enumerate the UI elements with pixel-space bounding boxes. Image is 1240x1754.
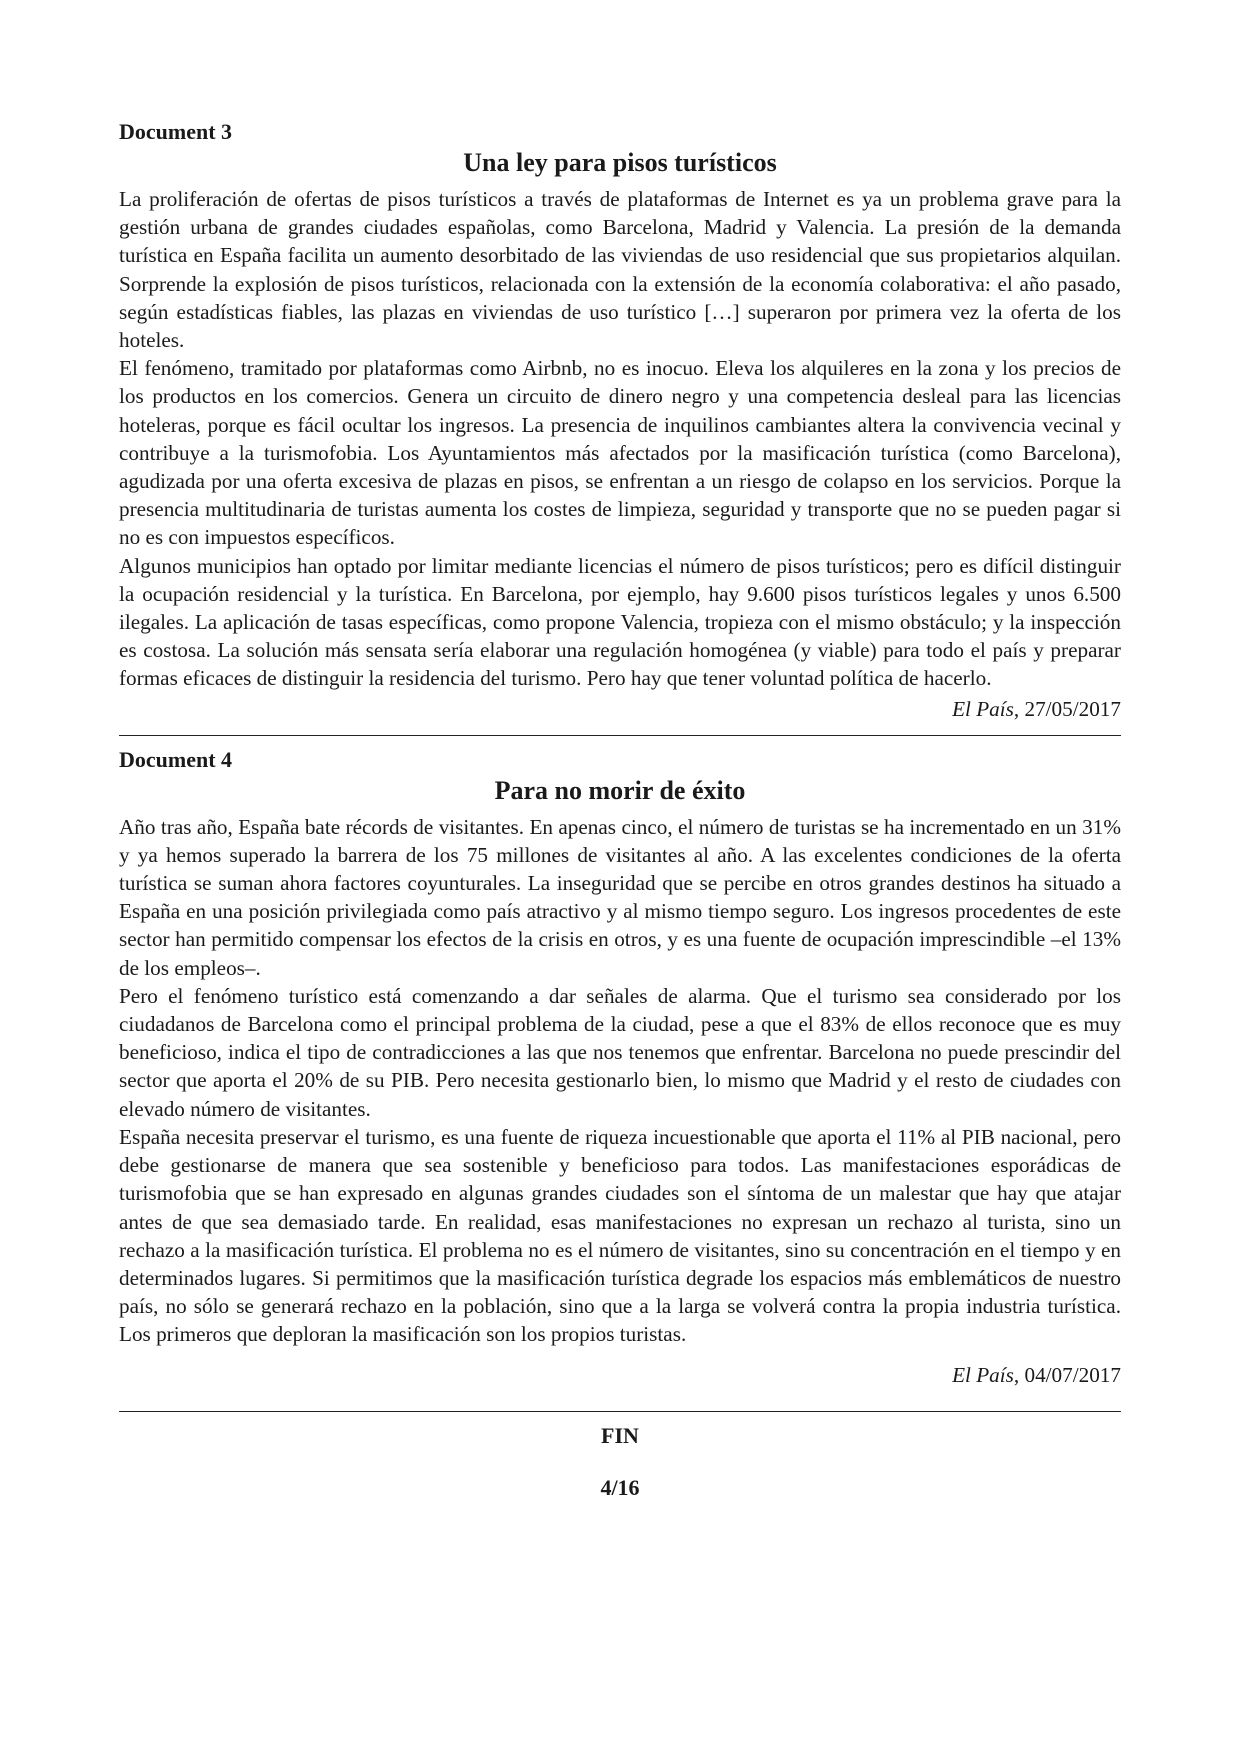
footer-divider [119, 1411, 1121, 1412]
document-4-paragraph-3: España necesita preservar el turismo, es una fuente de riqueza incuestionable que aporta el 11% al PIB nacional, pero debe gestionarse de manera que sea sostenible y beneficioso para todos. Las manifestaciones esporádicas de turismofobia que se han expresado en algunas grandes ciudades son el síntoma de un malestar que hay que atajar antes de que sea demasiado tarde. En realidad, esas manifestaciones no expresan un rechazo al turista, sino un rechazo a la masificación turística. El problema no es el número de visitantes, sino su concentración en el tiempo y en determinados lugares. Si permitimos que la masificación turística degrade los espacios más emblemáticos de nuestro país, no sólo se generará rechazo en la población, sino que a la larga se volverá contra la propia industria turística. Los primeros que deploran la masificación son los propios turistas. [119, 1124, 1121, 1347]
exam-page [119, 118, 1121, 1502]
document-3-label: Document 3 [119, 119, 233, 144]
document-4-paragraph-2: Pero el fenómeno turístico está comenzando a dar señales de alarma. Que el turismo sea considerado por los ciudadanos de Barcelona como el principal problema de la ciudad, pese a que el 83% de ellos reconoce que es muy beneficioso, indica el tipo de contradicciones a las que nos tenemos que enfrentar. Barcelona no puede prescindir del sector que aporta el 20% de su PIB. Pero necesita gestionarlo bien, lo mismo que Madrid y el resto de ciudades con elevado número de visitantes. [119, 983, 1121, 1121]
document-3-source-publication: El País [952, 696, 1014, 721]
document-4-paragraph-1: Año tras año, España bate récords de visitantes. En apenas cinco, el número de turistas se ha incrementado en un 31% y ya hemos superado la barrera de los 75 millones de visitantes al año. A las excelentes condiciones de la oferta turística se suman ahora factores coyunturales. La inseguridad que se percibe en otros grandes destinos ha situado a España en una posición privilegiada como país atractivo y al mismo tiempo seguro. Los ingresos procedentes de este sector han permitido compensar los efectos de la crisis en otros, y es una fuente de ocupación imprescindible –el 13% de los empleos–. [119, 814, 1121, 980]
page-number: 4/16 [600, 1474, 640, 1500]
document-3-paragraph-2: El fenómeno, tramitado por plataformas como Airbnb, no es inocuo. Eleva los alquileres en la zona y los precios de los productos en los comercios. Genera un circuito de dinero negro y una competencia desleal para las licencias hoteleras, porque es fácil ocultar los ingresos. La presencia de inquilinos cambiantes altera la convivencia vecinal y contribuye a la turismofobia. Los Ayuntamientos más afectados por la masificación turística (como Barcelona), agudizada por una oferta excesiva de plazas en pisos, se enfrentan a un riesgo de colapso en los servicios. Porque la presencia multitudinaria de turistas aumenta los costes de limpieza, seguridad y transporte que no se pueden pagar si no es con impuestos específicos. [119, 356, 1121, 550]
document-3-source [119, 695, 1121, 723]
end-label: FIN [601, 1422, 639, 1448]
document-3-title: Una ley para pisos turísticos [463, 148, 777, 177]
document-4 [119, 746, 1121, 1389]
document-3-paragraph-3: Algunos municipios han optado por limitar mediante licencias el número de pisos turísticos; pero es difícil distinguir la ocupación residencial y la turística. En Barcelona, por ejemplo, hay 9.600 pisos turísticos legales y unos 6.500 ilegales. La aplicación de tasas específicas, como propone Valencia, tropieza con el mismo obstáculo; y la inspección es costosa. La solución más sensata sería elaborar una regulación homogénea (y viable) para todo el país y preparar formas eficaces de distinguir la residencia del turismo. Pero hay que tener voluntad política de hacerlo. [119, 553, 1121, 691]
section-divider [119, 735, 1121, 736]
document-4-source-publication: El País [952, 1362, 1014, 1387]
document-4-title: Para no morir de éxito [494, 775, 746, 805]
document-3-source-date: , 27/05/2017 [1013, 696, 1121, 721]
document-4-source [119, 1361, 1121, 1389]
document-4-source-date: , 04/07/2017 [1013, 1362, 1121, 1387]
document-3 [119, 118, 1121, 723]
document-3-paragraph-1: La proliferación de ofertas de pisos turísticos a través de plataformas de Internet es ya un problema grave para la gestión urbana de grandes ciudades españolas, como Barcelona, Madrid y Valencia. La presión de la demanda turística en España facilita un aumento desorbitado de las viviendas de uso residencial que sus propietarios alquilan. Sorprende la explosión de pisos turísticos, relacionada con la extensión de la economía colaborativa: el año pasado, según estadísticas fiables, las plazas en viviendas de uso turístico […] superaron por primera vez la oferta de los hoteles. [119, 187, 1121, 353]
document-4-label: Document 4 [119, 746, 233, 772]
